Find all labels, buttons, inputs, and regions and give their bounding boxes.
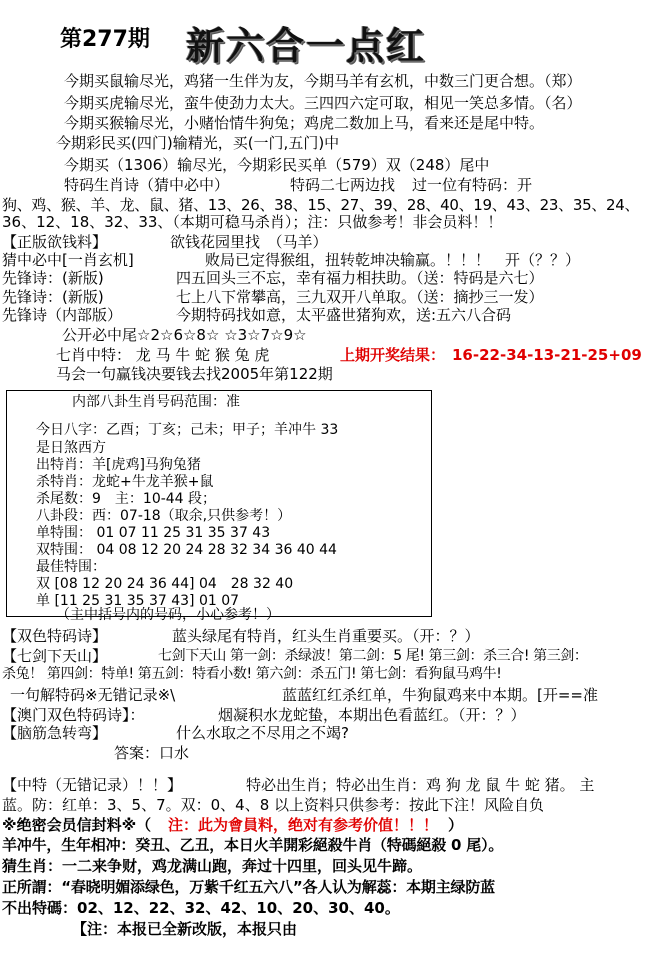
bagua-row-10: 双 [08 12 20 24 36 44] 04 28 32 40 bbox=[36, 576, 294, 592]
yiju-label: 一句解特码※无错记录※\ bbox=[10, 686, 176, 704]
bagua-row-2: 是日煞西方 bbox=[36, 440, 106, 456]
bagua-row-5: 杀尾数：9 主：10-44 段； bbox=[36, 491, 217, 507]
poem-label-3: 先锋诗（内部版） bbox=[2, 306, 123, 324]
poem-label-2: 先锋诗：(新版) bbox=[2, 288, 104, 306]
riddle-label: 【脑筋急转弯】 bbox=[2, 724, 108, 742]
guess-text: 败局已定得猴组，扭转乾坤决输赢。！！！ 开（？？） bbox=[205, 251, 581, 269]
poem-label-1: 先锋诗：(新版) bbox=[2, 269, 104, 287]
numbers-line-1: 狗、鸡、猴、羊、龙、鼠、猪、13、26、38、15、27、39、28、40、19、43、23、35、24、 bbox=[2, 196, 640, 214]
special-code-hint: 特码二七两边找 bbox=[290, 176, 396, 194]
bottom-line-5: 【注：本报已全新改版，本报只由 bbox=[72, 920, 298, 938]
bagua-row-1: 今日八字：乙酉；丁亥；己未；甲子；羊冲牛 33 bbox=[36, 422, 339, 438]
poem-text-3: 今期特码找如意，太平盛世猪狗欢，送:五六八合码 bbox=[176, 306, 512, 324]
bagua-row-3: 出特肖：羊[虎鸡]马狗兔猪 bbox=[36, 457, 201, 473]
bagua-row-11: 单 [11 25 31 35 37 43] 01 07 bbox=[36, 593, 240, 609]
poem-text-2: 七上八下常攀高，三九双开八单取。（送：摘抄三一发） bbox=[176, 288, 544, 306]
bagua-row-8: 双特围： 04 08 12 20 24 28 32 34 36 40 44 bbox=[36, 542, 337, 558]
poem-text-1: 四五回头三不忘，幸有福力相扶助。（送：特码是六七） bbox=[176, 269, 544, 287]
bottom-line-3: 正所謂：“春晓明媚添绿色，万紫千红五六八”各人认为解蕊：本期主绿防蓝 bbox=[2, 878, 495, 896]
newspaper-logo: 新六合一点红 bbox=[186, 24, 427, 68]
bagua-box-title: 内部八卦生肖号码范围：准 bbox=[72, 394, 240, 410]
shuangse-label: 【双色特码诗】 bbox=[2, 627, 108, 645]
intro-line-2: 今期买虎输尽光，蛮牛使劲力太大。三四四六定可取，相见一笑总多情。（名） bbox=[64, 94, 582, 112]
riddle-question: 什么水取之不尽用之不竭? bbox=[176, 724, 349, 742]
last-result-label: 上期开奖结果： bbox=[340, 346, 446, 364]
zhengban-text: 欲钱花园里找 （马羊） bbox=[170, 233, 328, 251]
bottom-line-4: 不出特碼：02、12、22、32、42、10、20、30、40。 bbox=[2, 899, 400, 917]
bagua-row-6: 八卦段：西：07-18（取余,只供参考！） bbox=[36, 508, 292, 524]
bagua-row-7: 单特围： 01 07 11 25 31 35 37 43 bbox=[36, 525, 271, 541]
qijian-text-1: 七剑下天山 第一剑：杀绿波！第二剑：5 尾! 第三剑：杀三合! 第三剑： bbox=[158, 648, 588, 664]
aomen-label: 【澳门双色特码诗】： bbox=[2, 706, 145, 724]
secret-member-note: 注：此为會員料，绝对有参考价值！！！ bbox=[168, 816, 439, 834]
seven-zodiac-line: 七肖中特： 龙 马 牛 蛇 猴 兔 虎 bbox=[56, 346, 270, 364]
zhongte-text-2: 蓝。防：红单：3、5、7。双：0、4、8 以上资料只供参考：按此下注！风险自负 bbox=[2, 796, 545, 814]
secret-member-label: ※绝密会员信封料※（ bbox=[2, 816, 152, 834]
last-result-value: 16-22-34-13-21-25+09 bbox=[452, 346, 642, 364]
public-tail-line: 公开必中尾☆2☆6☆8☆ ☆3☆7☆9☆ bbox=[62, 326, 307, 344]
special-code-poem-label: 特码生肖诗（猜中必中） bbox=[64, 176, 230, 194]
horse-club-line: 马会一句赢钱决要钱去找2005年第122期 bbox=[56, 365, 333, 383]
intro-line-4: 今期彩民买(四门)输精光，买(一门,五门)中 bbox=[56, 134, 340, 152]
zhengban-label: 【正版欲钱料】 bbox=[2, 233, 108, 251]
bottom-line-2: 猜生肖：一二来争财，鸡龙满山跑，奔过十四里，回头见牛蹄。 bbox=[2, 857, 423, 875]
shuangse-text: 蓝头绿尾有特肖，红头生肖重要买。（开：？） bbox=[172, 627, 480, 645]
qijian-label: 【七剑下天山】 bbox=[2, 647, 108, 665]
intro-line-3: 今期买猴输尽光，小赌怡情牛狗兔；鸡虎二数加上马，看来还是尾中特。 bbox=[64, 114, 545, 132]
intro-line-1: 今期买鼠输尽光，鸡猪一生伴为友，今期马羊有玄机，中数三门更合想。（郑） bbox=[64, 72, 582, 90]
bottom-line-1: 羊冲牛，生年相冲：癸丑、乙丑，本日火羊開彩絕殺牛肖（特碼絕殺 0 尾）。 bbox=[2, 836, 504, 854]
zhongte-text-1: 特必出生肖；特必出生肖：鸡 狗 龙 鼠 牛 蛇 猪。 主 bbox=[246, 776, 595, 794]
bagua-row-12: （主中括号内的号码，小心参考！） bbox=[56, 607, 280, 623]
zhongte-label: 【中特（无错记录）！！】 bbox=[2, 776, 183, 794]
qijian-text-2: 杀兔！ 第四剑：特单! 第五剑：特看小数! 第六剑：杀五门! 第七剑：看狗鼠马鸡牛! bbox=[2, 666, 502, 682]
issue-number: 第277期 bbox=[60, 27, 150, 52]
bagua-row-9: 最佳特围： bbox=[36, 559, 106, 575]
guess-label: 猜中必中[一肖玄机] bbox=[2, 251, 134, 269]
secret-member-close: ） bbox=[448, 816, 464, 834]
aomen-text: 烟凝积水龙蛇蛰，本期出色看蓝红。（开：？） bbox=[218, 706, 526, 724]
yiju-text: 蓝蓝红红杀红单，牛狗鼠鸡来中本期。[开==准 bbox=[282, 686, 598, 704]
riddle-answer: 答案：口水 bbox=[114, 744, 190, 762]
intro-line-5: 今期买（1306）输尽光，今期彩民买单（579）双（248）尾中 bbox=[64, 156, 490, 174]
numbers-line-2: 36、12、18、32、33、（本期可稳马杀肖）；注：只做参考！非会员料！！ bbox=[2, 213, 503, 231]
bagua-row-4: 杀特肖：龙蛇+牛龙羊猴+鼠 bbox=[36, 474, 214, 490]
special-code-open: 过一位有特码：开 bbox=[412, 176, 533, 194]
